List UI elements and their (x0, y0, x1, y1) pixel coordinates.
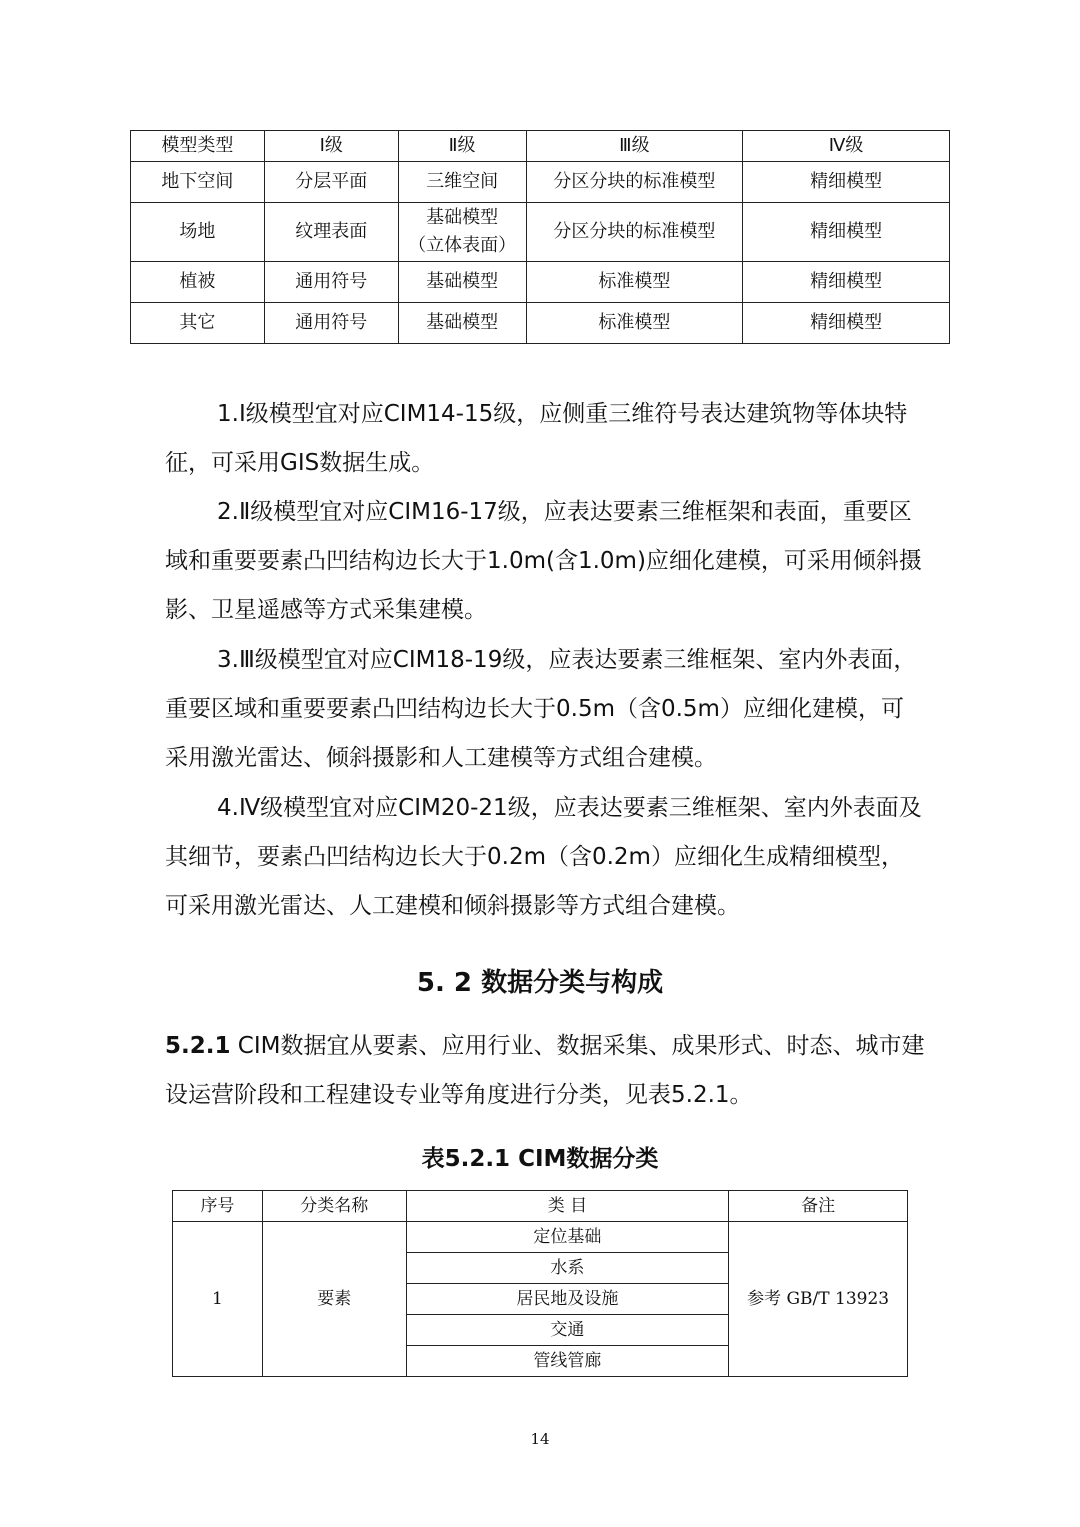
table-cell: 分区分块的标准模型 (526, 162, 743, 203)
header-cell: 序号 (173, 1191, 263, 1222)
table-row (131, 303, 950, 344)
item-cell: 交通 (406, 1315, 729, 1346)
paragraph-level-2: 2.Ⅱ级模型宜对应CIM16-17级，应表达要素三维框架和表面，重要区域和重要要素凸凹结构边长大于1.0m(含1.0m)应细化建模，可采用倾斜摄影、卫星遥感等方式采集建模。 (165, 499, 922, 623)
paragraph-level-1: 1.Ⅰ级模型宜对应CIM14-15级，应侧重三维符号表达建筑物等体块特征，可采用GIS数据生成。 (165, 401, 908, 476)
table-cell: 基础模型 (398, 262, 526, 303)
table-cell: 地下空间 (131, 162, 265, 203)
note-cell: 参考 GB/T 13923 (729, 1222, 908, 1377)
page-number: 14 (530, 1430, 550, 1448)
table-cell: 分层平面 (264, 162, 398, 203)
table-row (131, 262, 950, 303)
clause-text: CIM数据宜从要素、应用行业、数据采集、成果形式、时态、城市建设运营阶段和工程建设专业等角度进行分类，见表5.2.1。 (165, 1033, 925, 1108)
index-cell: 1 (173, 1222, 263, 1377)
table-cell: 标准模型 (526, 262, 743, 303)
table-cell: 精细模型 (743, 203, 950, 262)
cim-data-classification-table (172, 1190, 908, 1377)
table-caption: 表5.2.1 CIM数据分类 (421, 1146, 659, 1172)
item-cell: 管线管廊 (406, 1346, 729, 1377)
table-cell: 纹理表面 (264, 203, 398, 262)
table-row (131, 203, 950, 262)
table-cell: 分区分块的标准模型 (526, 203, 743, 262)
header-cell: Ⅳ级 (743, 131, 950, 162)
header-cell: Ⅱ级 (398, 131, 526, 162)
table-row (173, 1222, 908, 1253)
paragraph-level-3: 3.Ⅲ级模型宜对应CIM18-19级，应表达要素三维框架、室内外表面，重要区域和重要要素凸凹结构边长大于0.5m（含0.5m）应细化建模，可采用激光雷达、倾斜摄影和人工建模等方式组合建模。 (165, 647, 917, 771)
table-cell: 基础模型 (398, 303, 526, 344)
header-cell: 备注 (729, 1191, 908, 1222)
cell-line: 基础模型 (426, 207, 499, 228)
table-header-row (173, 1191, 908, 1222)
table-cell: 通用符号 (264, 262, 398, 303)
cell-line: （立体表面） (408, 235, 517, 256)
clause-number: 5.2.1 (165, 1033, 231, 1059)
header-cell: 模型类型 (131, 131, 265, 162)
table-cell-two-line (398, 203, 526, 262)
table-header-row (131, 131, 950, 162)
header-cell: Ⅲ级 (526, 131, 743, 162)
table-cell: 精细模型 (743, 162, 950, 203)
header-cell: 分类名称 (262, 1191, 406, 1222)
table-cell: 植被 (131, 262, 265, 303)
table-row (131, 162, 950, 203)
paragraph-level-4: 4.Ⅳ级模型宜对应CIM20-21级，应表达要素三维框架、室内外表面及其细节，要素凸凹结构边长大于0.2m（含0.2m）应细化生成精细模型，可采用激光雷达、人工建模和倾斜摄影等方式组合建模。 (165, 795, 922, 919)
table-cell: 精细模型 (743, 262, 950, 303)
clause-paragraph (165, 1022, 925, 1120)
table-cell: 其它 (131, 303, 265, 344)
table-cell: 精细模型 (743, 303, 950, 344)
item-cell: 定位基础 (406, 1222, 729, 1253)
table-cell: 通用符号 (264, 303, 398, 344)
table-cell: 标准模型 (526, 303, 743, 344)
category-cell: 要素 (262, 1222, 406, 1377)
item-cell: 水系 (406, 1253, 729, 1284)
table-cell: 三维空间 (398, 162, 526, 203)
header-cell: Ⅰ级 (264, 131, 398, 162)
model-level-table (130, 130, 950, 344)
header-cell: 类 目 (406, 1191, 729, 1222)
table-cell: 场地 (131, 203, 265, 262)
item-cell: 居民地及设施 (406, 1284, 729, 1315)
section-title: 5. 2 数据分类与构成 (416, 968, 664, 998)
